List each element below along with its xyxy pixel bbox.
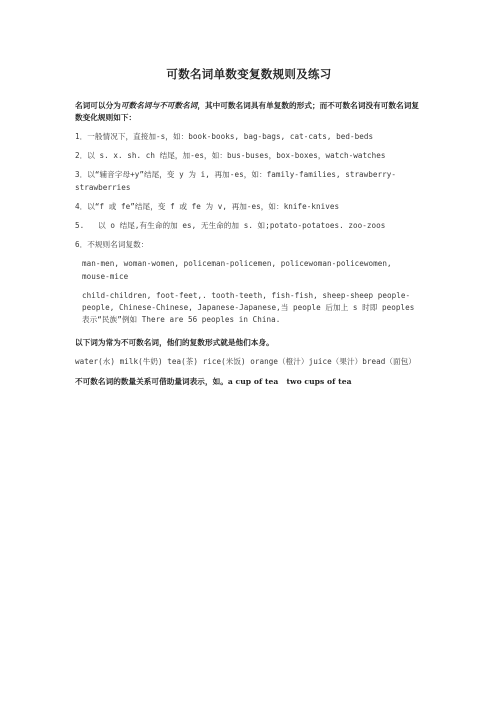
page-title: 可数名词单数变复数规则及练习 — [166, 67, 332, 81]
intro-text-2: ，其中可数名词具有单复数的形式；而不可数名词没有可数名词复数变化规则如下： — [75, 101, 419, 122]
intro-italic-text: 可数名词与不可数名词 — [120, 101, 198, 110]
uncountable-list: water(水) milk(牛奶) tea(茶) rice(米饭) orange（橙汁）juice（果汁）bread（面包） — [75, 357, 416, 367]
rule-5: 5. 以 o 结尾,有生命的加 es, 无生命的加 s. 如;potato-potatoes. zoo-zoos — [75, 221, 386, 231]
intro-paragraph — [75, 100, 423, 124]
rule-3: 3．以“辅音字母+y”结尾，变 y 为 i, 再加-es，如：family-families, strawberry-strawberries — [75, 170, 397, 192]
rule-1: 1．一般情况下，直接加-s，如：book-books, bag-bags, cat-cats, bed-beds — [75, 132, 374, 141]
rule-6: 6．不规则名词复数： — [75, 240, 149, 250]
uncountable-heading: 以下词为常为不可数名词，他们的复数形式就是他们本身。 — [75, 338, 274, 348]
rule-2: 2．以 s. x. sh. ch 结尾，加-es，如：bus-buses，box-boxes，watch-watches — [75, 151, 386, 161]
irregular-examples-2: child-children, foot-feet,. tooth-teeth, fish-fish, sheep-sheep people-people, Chinese-Chinese, Japanese-Japanese,当 people 后加上 s 时即 peoples 表示“民族”例如 There are 56 peoples in China. — [82, 290, 420, 325]
document-body — [75, 66, 423, 395]
intro-text-1: 名词可以分为 — [75, 101, 121, 110]
rule-4: 4．以“f 或 fe”结尾，变 f 或 fe 为 v, 再加-es，如：knife-knives — [75, 201, 340, 211]
closing-paragraph: 不可数名词的数量关系可借助量词表示，如。a cup of tea two cups of tea — [75, 376, 352, 386]
irregular-examples-1: man-men, woman-women, policeman-policemen, policewoman-policewomen, mouse-mice — [82, 259, 397, 281]
